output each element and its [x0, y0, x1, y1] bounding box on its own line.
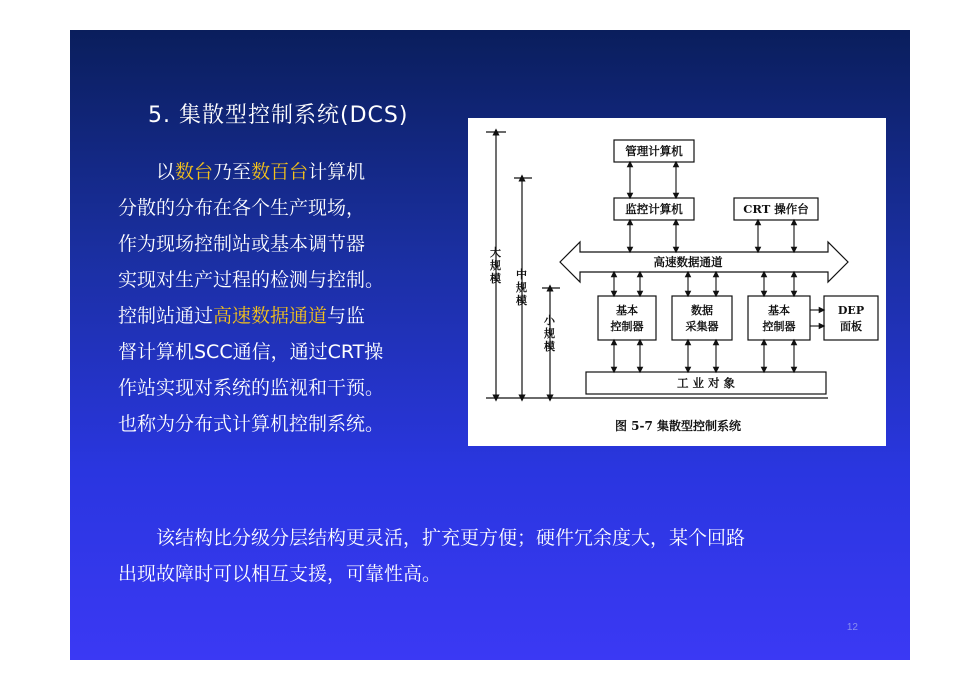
- page-number: 12: [846, 622, 858, 633]
- highlight-text: 数百台: [251, 161, 309, 183]
- para1-line1: [118, 154, 458, 190]
- text: 该结构比分级分层结构更灵活，扩充更方便；硬件冗余度大，某个回路: [156, 527, 746, 549]
- data-collector-box: [672, 296, 732, 340]
- crt-console-label: CRT 操作台: [743, 202, 809, 216]
- data-collector-label: 数据: [691, 304, 713, 317]
- scale-medium-char: 模: [516, 294, 527, 307]
- basic-controller-1-label: 控制器: [610, 320, 644, 333]
- scale-medium-char: 规: [516, 281, 527, 294]
- basic-controller-box-1: [598, 296, 656, 340]
- para1-line4: 实现对生产过程的检测与控制。: [118, 269, 385, 291]
- text: 以: [156, 161, 176, 183]
- dep-panel-label: DEP: [837, 304, 865, 317]
- para1-line6: 督计算机SCC通信，通过CRT操: [118, 341, 384, 363]
- body-paragraph-2: [118, 520, 908, 592]
- dcs-diagram: [468, 118, 886, 446]
- text: 与监: [327, 305, 366, 327]
- basic-controller-box-2: [748, 296, 810, 340]
- scale-small-char: 模: [544, 340, 555, 353]
- para1-line8: 也称为分布式计算机控制系统。: [118, 413, 385, 435]
- highlight-text: 数台: [175, 161, 214, 183]
- figure-caption: 图 5-7 集散型控制系统: [614, 419, 742, 433]
- para2-line2: 出现故障时可以相互支援，可靠性高。: [118, 563, 442, 585]
- text: 计算机: [308, 161, 366, 183]
- dep-panel-label: 面板: [840, 320, 862, 333]
- para2-line1: [118, 520, 908, 556]
- scale-small-char: 规: [544, 327, 555, 340]
- slide: [70, 30, 910, 660]
- basic-controller-2-label: 基本: [768, 304, 790, 317]
- text: 控制站通过: [118, 305, 214, 327]
- basic-controller-1-label: 基本: [616, 304, 638, 317]
- body-paragraph-1: [118, 154, 458, 442]
- highlight-text: 高速数据通道: [213, 305, 328, 327]
- text: 乃至: [213, 161, 252, 183]
- basic-controller-2-label: 控制器: [762, 320, 796, 333]
- para1-line7: 作站实现对系统的监视和干预。: [118, 377, 385, 399]
- scale-small-char: 小: [544, 314, 555, 327]
- para1-line2: 分散的分布在各个生产现场，: [118, 197, 366, 219]
- dep-panel-box: [824, 296, 878, 340]
- monitor-computer-label: 监控计算机: [625, 202, 683, 216]
- slide-title: 5. 集散型控制系统(DCS): [148, 103, 409, 128]
- dcs-diagram-figure: [468, 118, 886, 446]
- management-computer-label: 管理计算机: [625, 144, 683, 158]
- para1-line5: [118, 298, 458, 334]
- bus-label: 高速数据通道: [653, 255, 723, 269]
- scale-large-char: 模: [490, 272, 501, 285]
- industrial-plant-label: 工 业 对 象: [676, 376, 736, 390]
- para1-line3: 作为现场控制站或基本调节器: [118, 233, 366, 255]
- scale-large-char: 大: [490, 246, 501, 259]
- scale-large-char: 规: [490, 259, 501, 272]
- data-collector-label: 采集器: [685, 320, 719, 333]
- scale-medium-char: 中: [516, 268, 527, 281]
